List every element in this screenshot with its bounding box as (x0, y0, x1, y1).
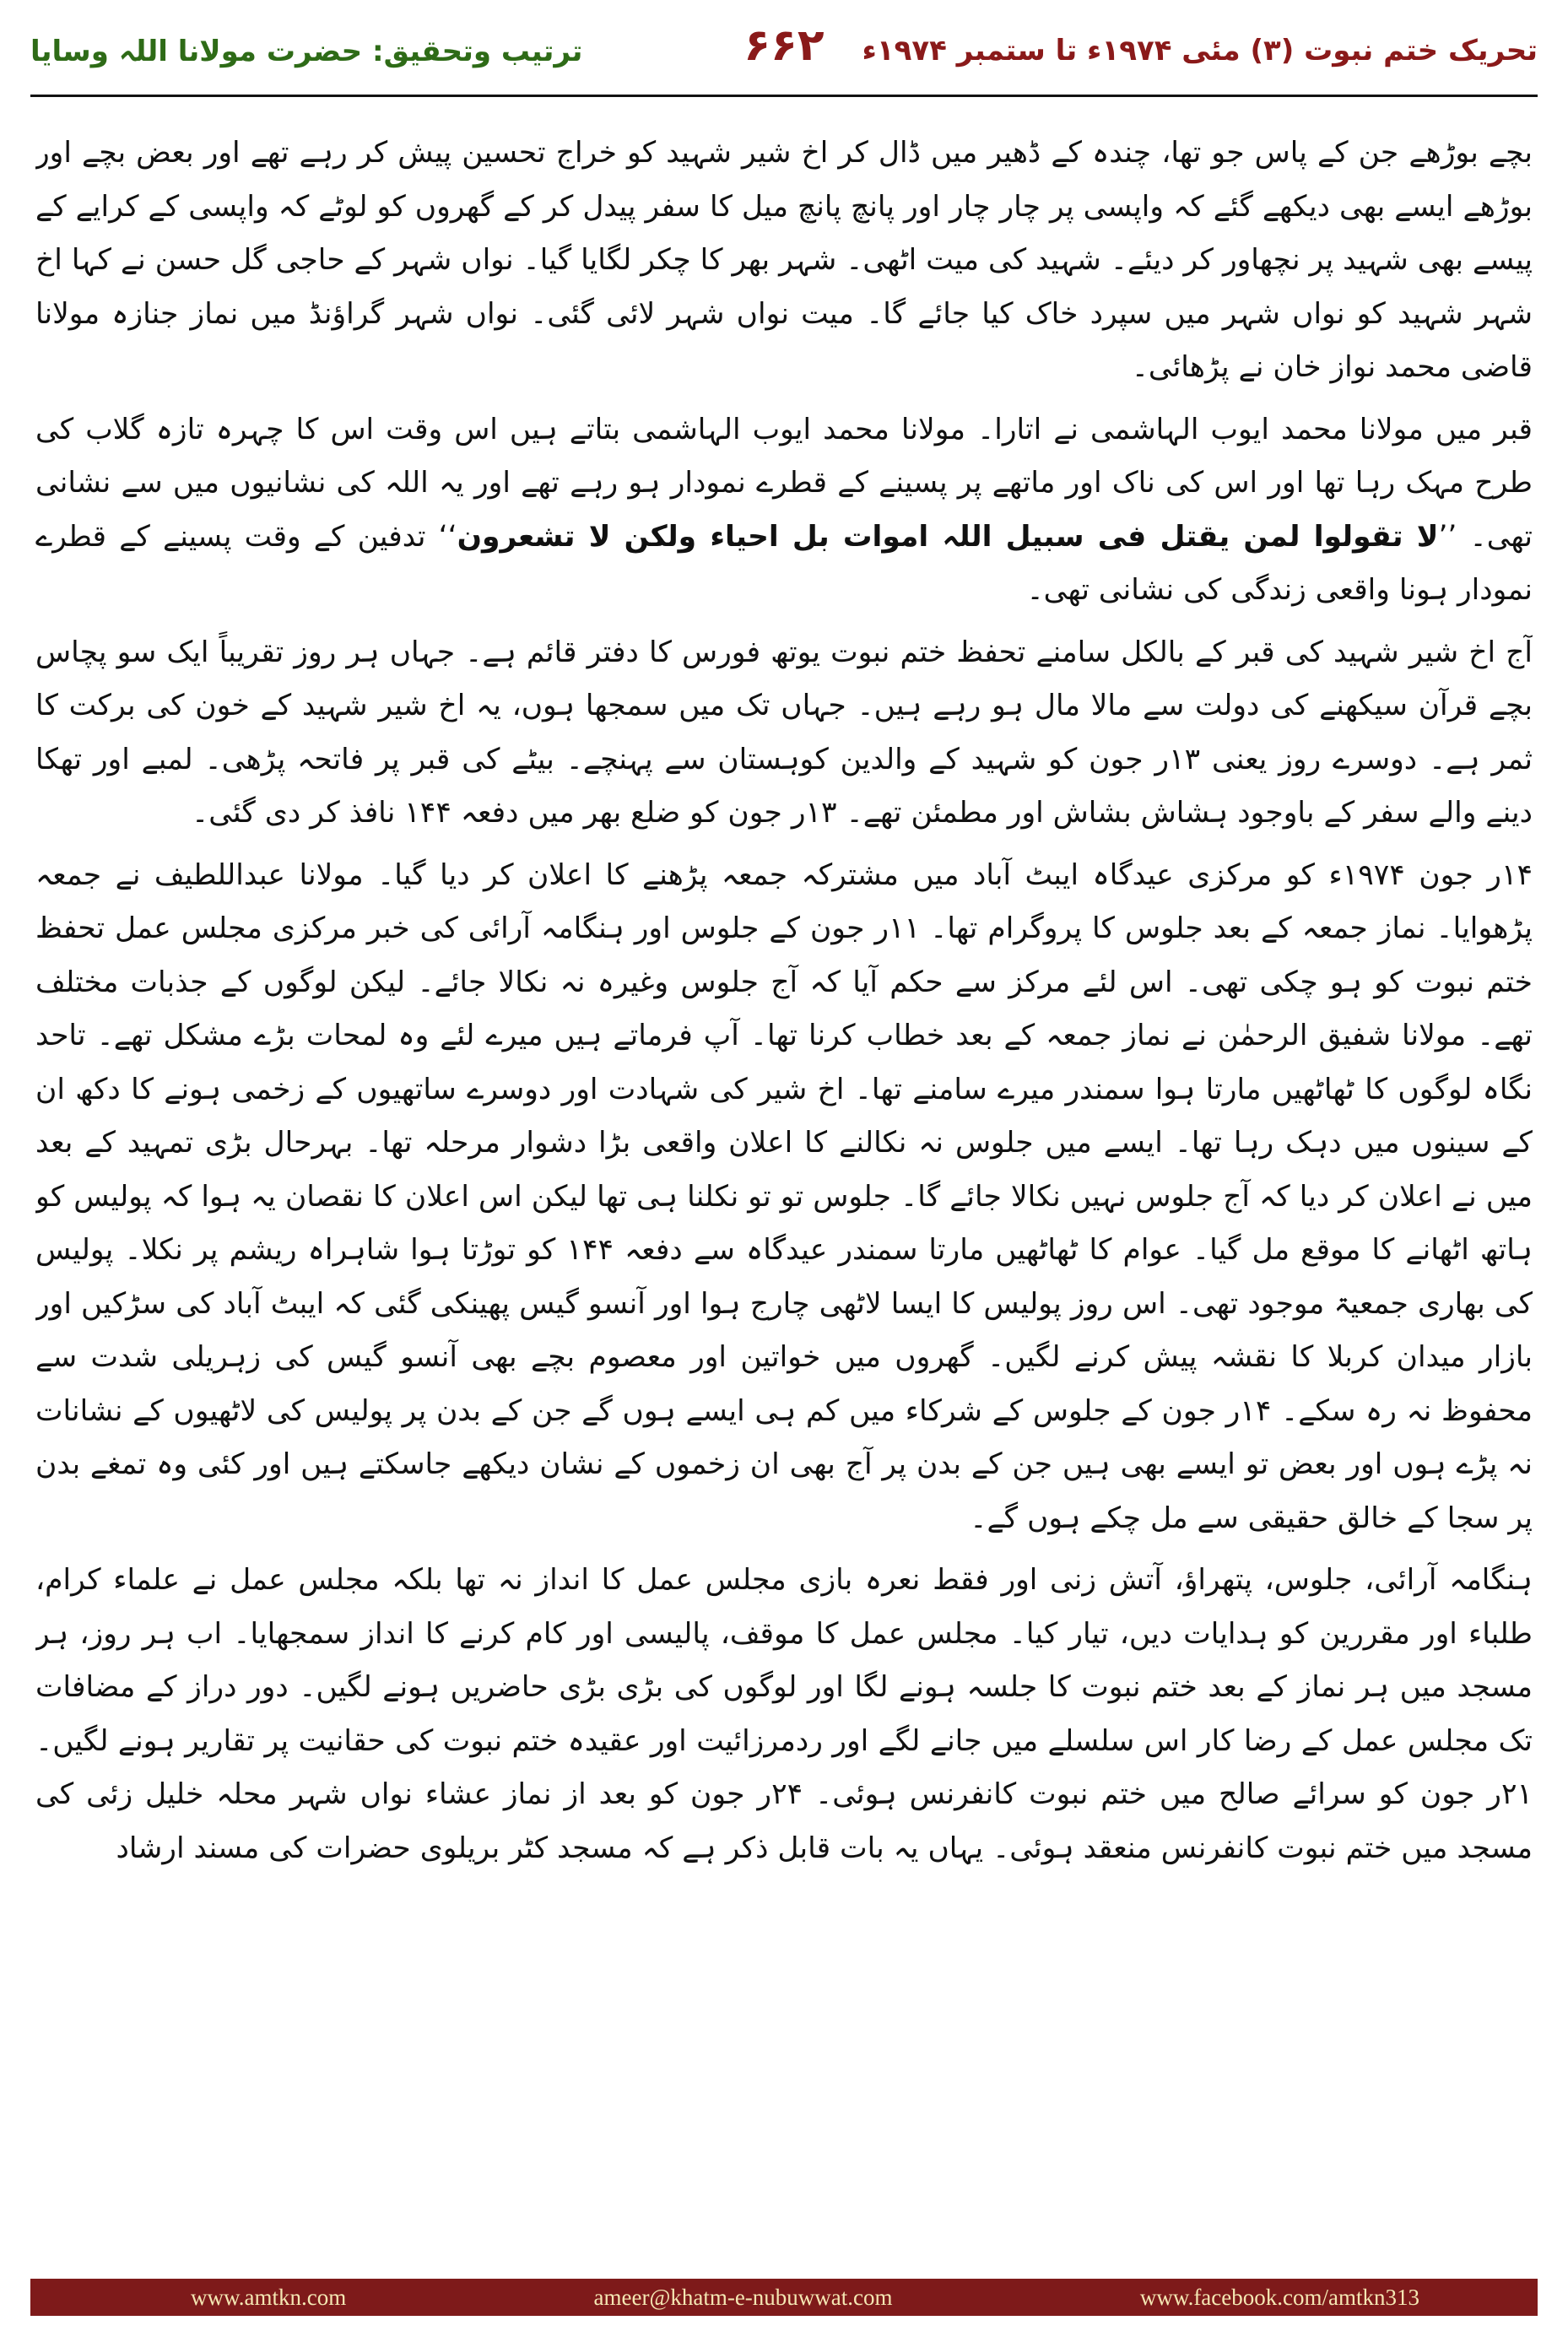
header-divider (30, 95, 1538, 97)
book-title: تحریک ختم نبوت (۳) مئی ۱۹۷۴ء تا ستمبر ۱۹۷۴ء (862, 34, 1538, 68)
paragraph-1 (35, 127, 1533, 395)
website-link[interactable]: www.amtkn.com (191, 2284, 347, 2310)
page-header (0, 0, 1568, 100)
email-link[interactable]: ameer@khatm-e-nubuwwat.com (593, 2284, 893, 2310)
paragraph-text: ہنگامہ آرائی، جلوس، پتھراؤ، آتش زنی اور فقط نعرہ بازی مجلس عمل کا انداز نہ تھا بلکہ مجلس عمل نے علماء کرام، طلباء اور مقررین کو ہدایات دیں، تیار کیا۔ مجلس عمل کا موقف، پالیسی اور کام کرنے کا انداز سمجھایا۔ اب ہر روز، ہر مسجد میں ہر نماز کے بعد ختم نبوت کا جلسہ ہونے لگا اور لوگوں کی بڑی بڑی حاضریں ہونے لگیں۔ دور دراز کے مضافات تک مجلس عمل کے رضا کار اس سلسلے میں جانے لگے اور ردمرزائیت اور عقیدہ ختم نبوت کی حقانیت پر تقاریر ہونے لگیں۔ ۲۱ر جون کو سرائے صالح میں ختم نبوت کانفرنس ہوئی۔ ۲۴ر جون کو بعد از نماز عشاء نواں شہر محلہ خلیل زئی کی مسجد میں ختم نبوت کانفرنس منعقد ہوئی۔ یہاں یہ بات قابل ذکر ہے کہ مسجد کٹر بریلوی حضرات کی مسند ارشاد (35, 1563, 1533, 1865)
footer-bar (30, 2279, 1538, 2316)
paragraph-text: ۱۴ر جون ۱۹۷۴ء کو مرکزی عیدگاہ ایبٹ آباد میں مشترکہ جمعہ پڑھنے کا اعلان کر دیا گیا۔ مولانا عبداللطیف نے جمعہ پڑھوایا۔ نماز جمعہ کے بعد جلوس کا پروگرام تھا۔ ۱۱ر جون کے جلوس اور ہنگامہ آرائی کی خبر مرکزی مجلس عمل تحفظ ختم نبوت کو ہو چکی تھی۔ اس لئے مرکز سے حکم آیا کہ آج جلوس وغیرہ نہ نکالا جائے۔ لیکن لوگوں کے جذبات مختلف تھے۔ مولانا شفیق الرحمٰن نے نماز جمعہ کے بعد خطاب کرنا تھا۔ آپ فرماتے ہیں میرے لئے وہ لمحات بڑے مشکل تھے۔ تاحد نگاہ لوگوں کا ٹھاٹھیں مارتا ہوا سمندر میرے سامنے تھا۔ اخ شیر کی شہادت اور دوسرے ساتھیوں کے زخمی ہونے کا دکھ ان کے سینوں میں دہک رہا تھا۔ ایسے میں جلوس نہ نکالنے کا اعلان واقعی بڑا دشوار مرحلہ تھا۔ بہرحال بڑی تمہید کے بعد میں نے اعلان کر دیا کہ آج جلوس نہیں نکالا جائے گا۔ جلوس تو تو نکلنا ہی تھا لیکن اس اعلان کا نقصان یہ ہوا کہ پولیس کو ہاتھ اٹھانے کا موقع مل گیا۔ عوام کا ٹھاٹھیں مارتا سمندر عیدگاہ سے دفعہ ۱۴۴ کو توڑتا ہوا شاہراہ ریشم پر نکلا۔ پولیس کی بھاری جمعیۃ موجود تھی۔ اس روز پولیس کا ایسا لاٹھی چارج ہوا اور آنسو گیس پھینکی گئی کہ ایبٹ آباد کی سڑکیں اور بازار میدان کربلا کا نقشہ پیش کرنے لگیں۔ گھروں میں خواتین اور معصوم بچے بھی آنسو گیس کی زہریلی شدت سے محفوظ نہ رہ سکے۔ ۱۴ر جون کے جلوس کے شرکاء میں کم ہی ایسے ہوں گے جن کے بدن پر پولیس کی لاٹھیوں کے نشانات نہ پڑے ہوں اور بعض تو ایسے بھی ہیں جن کے بدن پر آج بھی ان زخموں کے نشان دیکھے جاسکتے ہیں اور کئی وہ تمغے بدن پر سجا کے خالق حقیقی سے مل چکے ہوں گے۔ (35, 857, 1533, 1535)
paragraph-text-after: ‘‘ تدفین کے وقت پسینے کے قطرے نمودار ہونا واقعی زندگی کی نشانی تھی۔ (35, 519, 1533, 607)
page-number: ۶۶۲ (743, 20, 825, 71)
page-footer (0, 2279, 1568, 2342)
facebook-link[interactable]: www.facebook.com/amtkn313 (1139, 2284, 1419, 2310)
page-body (35, 127, 1533, 2274)
quranic-verse: لا تقولوا لمن یقتل فی سبیل اللہ اموات بل احیاء ولکن لا تشعرون (457, 519, 1439, 554)
paragraph-4 (35, 849, 1533, 1546)
paragraph-text: بچے بوڑھے جن کے پاس جو تھا، چندہ کے ڈھیر میں ڈال کر اخ شیر شہید کو خراج تحسین پیش کر رہے تھے اور بعض بچے اور بوڑھے ایسے بھی دیکھے گئے کہ واپسی پر چار چار اور پانچ پانچ میل کا سفر پیدل کر کے گھروں کو لوٹے کہ واپسی کے کرایے کے پیسے بھی شہید پر نچھاور کر دیئے۔ شہید کی میت اٹھی۔ شہر بھر کا چکر لگایا گیا۔ نواں شہر کے حاجی گل حسن نے کہا اخ شہر شہید کو نواں شہر میں سپرد خاک کیا جائے گا۔ میت نواں شہر لائی گئی۔ نواں شہر گراؤنڈ میں نماز جنازہ مولانا قاضی محمد نواز خان نے پڑھائی۔ (35, 136, 1533, 384)
paragraph-text: آج اخ شیر شہید کی قبر کے بالکل سامنے تحفظ ختم نبوت یوتھ فورس کا دفتر قائم ہے۔ جہاں ہر روز تقریباً ایک سو پچاس بچے قرآن سیکھنے کی دولت سے مالا مال ہو رہے ہیں۔ جہاں تک میں سمجھا ہوں، یہ اخ شیر شہید کے خون کی برکت کا ثمر ہے۔ دوسرے روز یعنی ۱۳ر جون کو شہید کے والدین کوہستان سے پہنچے۔ بیٹے کی قبر پر فاتحہ پڑھی۔ لمبے اور تھکا دینے والے سفر کے باوجود ہشاش بشاش اور مطمئن تھے۔ ۱۳ر جون کو ضلع بھر میں دفعہ ۱۴۴ نافذ کر دی گئی۔ (35, 635, 1533, 830)
paragraph-5 (35, 1554, 1533, 1875)
paragraph-3 (35, 626, 1533, 841)
paragraph-2 (35, 403, 1533, 618)
paragraph-text: قبر میں مولانا محمد ایوب الہاشمی نے اتارا۔ مولانا محمد ایوب الہاشمی بتاتے ہیں اس وقت اس کا چہرہ تازہ گلاب کی طرح مہک رہا تھا اور اس کی ناک اور ماتھے پر پسینے کے قطرے نمودار ہو رہے تھے اور یہ اللہ کی نشانیوں میں سے نشانی تھی۔ ’’ (35, 412, 1533, 554)
compiler-credit: ترتیب وتحقیق: حضرت مولانا اللہ وسایا (30, 35, 583, 68)
